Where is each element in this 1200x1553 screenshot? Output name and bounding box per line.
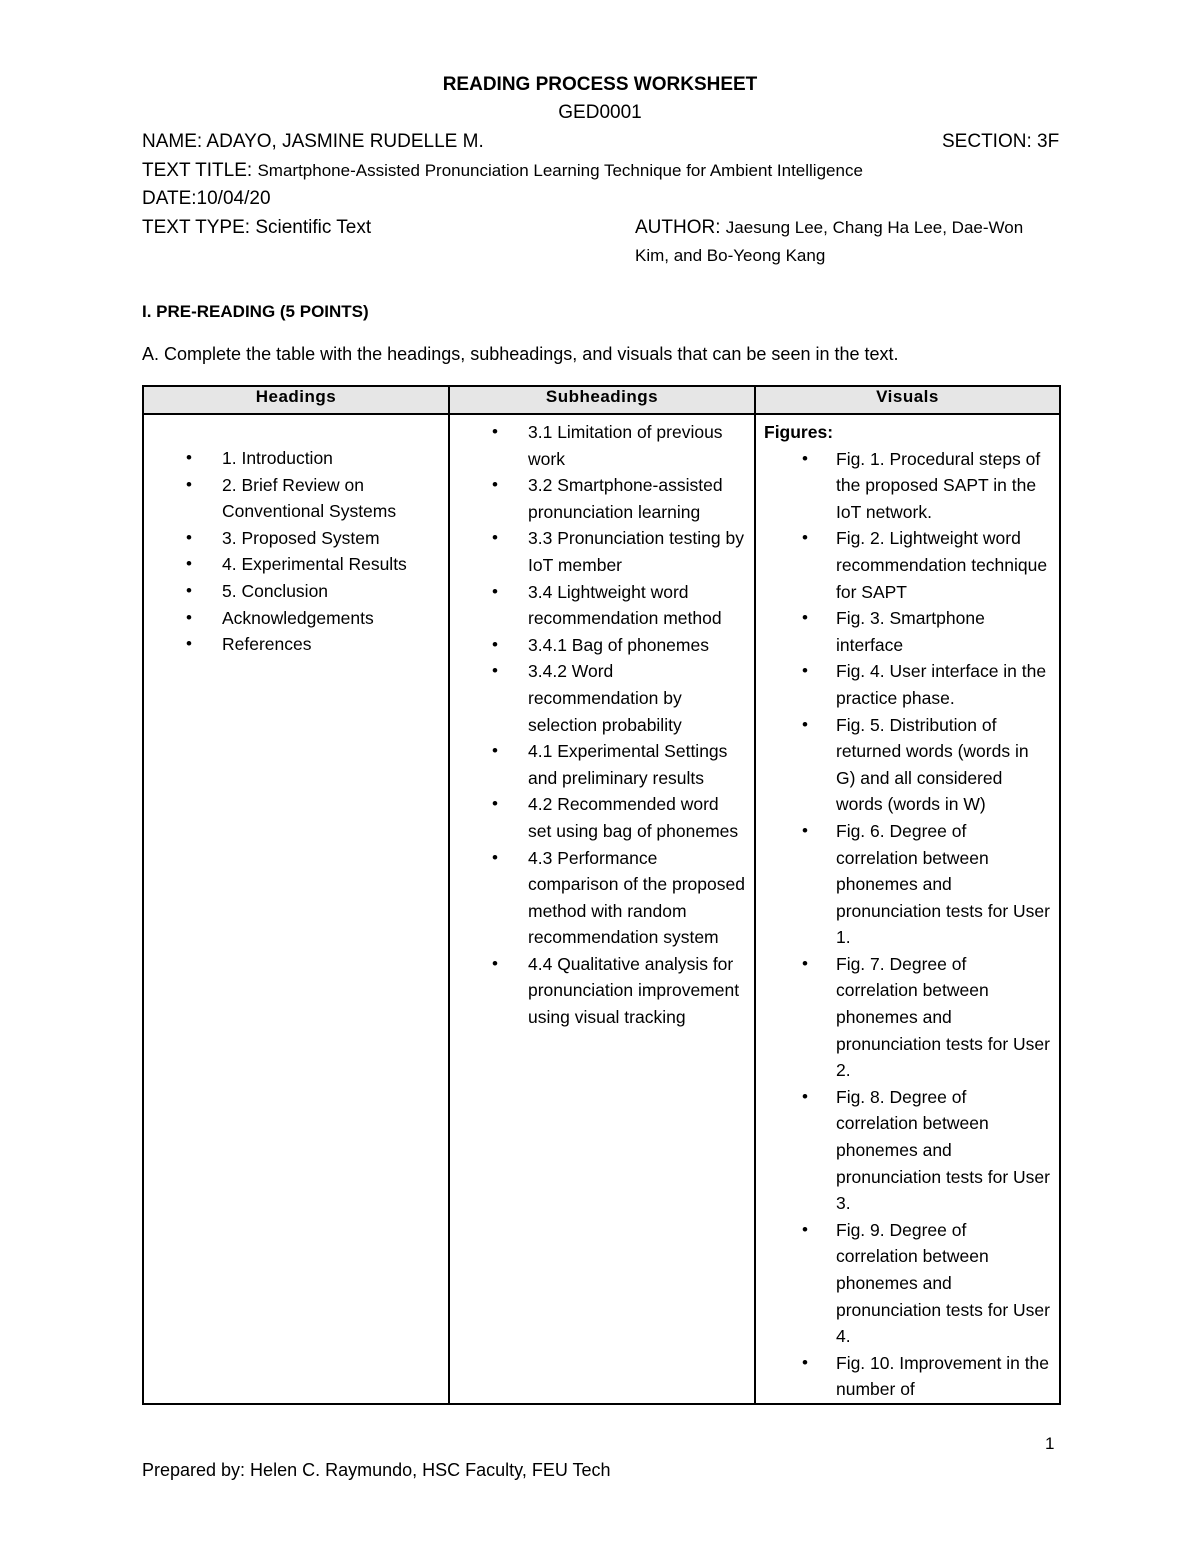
text-type-value: Scientific Text <box>255 217 372 238</box>
author-line <box>635 217 1023 239</box>
heading-list-item: • References <box>152 631 440 658</box>
visuals-cell <box>755 414 1060 1404</box>
figure-list-item: • Fig. 10. Improvement in the number of <box>764 1350 1051 1403</box>
name-line <box>142 131 484 153</box>
figure-list-item: • Fig. 4. User interface in the practice phase. <box>764 658 1051 711</box>
instruction <box>142 344 899 365</box>
heading-list-item: • 1. Introduction <box>152 445 440 472</box>
subheading-list-item: • 4.1 Experimental Settings and preliminary results <box>458 738 746 791</box>
subheading-list-item: • 3.2 Smartphone-assisted pronunciation learning <box>458 472 746 525</box>
headings-cell <box>143 414 449 1404</box>
subheading-list-item: • 3.4 Lightweight word recommendation method <box>458 579 746 632</box>
figure-list-item: • Fig. 9. Degree of correlation between phonemes and pronunciation tests for User 4. <box>764 1217 1051 1350</box>
name-label: NAME: <box>142 131 203 152</box>
figure-list-item: • Fig. 1. Procedural steps of the proposed SAPT in the IoT network. <box>764 446 1051 526</box>
document-title: READING PROCESS WORKSHEET <box>442 74 758 95</box>
date-label: DATE: <box>142 188 197 209</box>
figure-list-item: • Fig. 3. Smartphone interface <box>764 605 1051 658</box>
table-row <box>143 414 1060 1404</box>
subheading-list-item: • 3.3 Pronunciation testing by IoT member <box>458 525 746 578</box>
author-value-line1: Jaesung Lee, Chang Ha Lee, Dae-Won <box>725 218 1024 237</box>
heading-list-item: • 2. Brief Review on Conventional Systems <box>152 472 440 525</box>
page-number: 1 <box>1045 1434 1055 1453</box>
text-title-value: Smartphone-Assisted Pronunciation Learning Technique for Ambient Intelligence <box>257 161 863 180</box>
footer-credit: Prepared by: Helen C. Raymundo, HSC Faculty, FEU Tech <box>142 1460 611 1480</box>
table-header-row <box>143 386 1060 414</box>
figure-list-item: • Fig. 2. Lightweight word recommendation technique for SAPT <box>764 525 1051 605</box>
section-line <box>942 131 1059 153</box>
figure-list-item: • Fig. 8. Degree of correlation between phonemes and pronunciation tests for User 3. <box>764 1084 1051 1217</box>
headings-list <box>152 445 440 658</box>
figure-list-item: • Fig. 5. Distribution of returned words (words in G) and all considered words (words in W) <box>764 712 1051 818</box>
subheading-list-item: • 3.4.2 Word recommendation by selection probability <box>458 658 746 738</box>
text-type-label: TEXT TYPE: <box>142 217 251 238</box>
course-code: GED0001 <box>558 102 642 123</box>
subheadings-list <box>458 419 746 1031</box>
subheading-list-item: • 4.2 Recommended word set using bag of phonemes <box>458 791 746 844</box>
figure-list-item: • Fig. 7. Degree of correlation between phonemes and pronunciation tests for User 2. <box>764 951 1051 1084</box>
text-title-line <box>142 160 863 182</box>
visuals-list <box>764 446 1051 1403</box>
column-header-subheadings: Subheadings <box>449 386 755 414</box>
author-label: AUTHOR: <box>635 217 721 238</box>
section-value: 3F <box>1037 131 1060 152</box>
date-value: 10/04/20 <box>196 188 271 209</box>
instruction-text: Complete the table with the headings, subheadings, and visuals that can be seen in the text. <box>164 344 899 364</box>
name-value: ADAYO, JASMINE RUDELLE M. <box>206 131 484 152</box>
date-line <box>142 188 271 210</box>
figures-label: Figures: <box>764 422 834 442</box>
author-value-line2: Kim, and Bo-Yeong Kang <box>635 246 826 265</box>
subheading-list-item: • 3.1 Limitation of previous work <box>458 419 746 472</box>
subheadings-cell <box>449 414 755 1404</box>
prereading-heading: I. PRE-READING (5 POINTS) <box>142 302 369 321</box>
subheading-list-item: • 3.4.1 Bag of phonemes <box>458 632 746 659</box>
column-header-headings: Headings <box>143 386 449 414</box>
instruction-label: A. <box>142 344 160 364</box>
text-type-line <box>142 217 371 239</box>
heading-list-item: • 3. Proposed System <box>152 525 440 552</box>
figure-list-item: • Fig. 6. Degree of correlation between phonemes and pronunciation tests for User 1. <box>764 818 1051 951</box>
column-header-visuals: Visuals <box>755 386 1060 414</box>
heading-list-item: • 4. Experimental Results <box>152 551 440 578</box>
section-label: SECTION: <box>942 131 1032 152</box>
heading-list-item: • Acknowledgements <box>152 605 440 632</box>
heading-list-item: • 5. Conclusion <box>152 578 440 605</box>
subheading-list-item: • 4.3 Performance comparison of the proposed method with random recommendation system <box>458 845 746 951</box>
prereading-table <box>142 385 1061 1405</box>
text-title-label: TEXT TITLE: <box>142 160 253 181</box>
subheading-list-item: • 4.4 Qualitative analysis for pronunciation improvement using visual tracking <box>458 951 746 1031</box>
